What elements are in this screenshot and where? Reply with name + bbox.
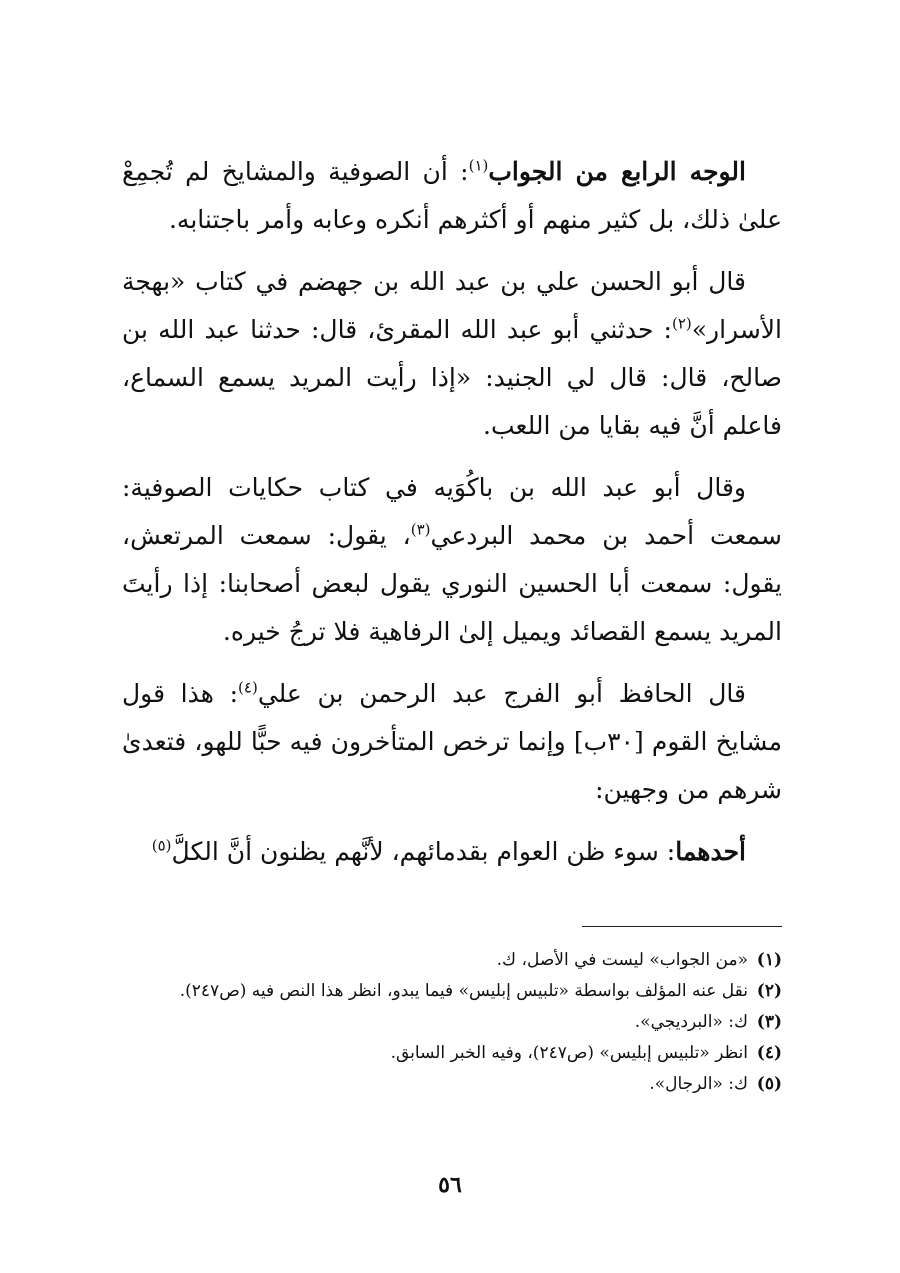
footnote-4 — [122, 1038, 782, 1069]
footnote-ref-3[interactable]: (٣) — [410, 520, 431, 539]
paragraph-3 — [122, 464, 782, 656]
footnote-text: نقل عنه المؤلف بواسطة «تلبيس إبليس» فيما يبدو، انظر هذا النص فيه (ص٢٤٧). — [179, 981, 748, 1001]
footnote-1 — [122, 945, 782, 976]
footnote-number: (١) — [756, 950, 782, 970]
paragraph-4 — [122, 670, 782, 814]
footnote-text: انظر «تلبيس إبليس» (ص٢٤٧)، وفيه الخبر السابق. — [390, 1043, 748, 1063]
paragraph-2-text-b: : حدثني أبو عبد الله المقرئ، قال: حدثنا عبد الله بن صالح، قال: قال لي الجنيد: «إذا رأيت المريد يسمع السماع، فاعلم أنَّ فيه بقايا من اللعب. — [122, 315, 782, 440]
footnote-ref-2[interactable]: (٢) — [671, 314, 692, 333]
footnote-text: ك: «البرديجي». — [634, 1012, 748, 1032]
paragraph-3-text-b: ، يقول: سمعت المرتعش، يقول: سمعت أبا الحسين النوري يقول لبعض أصحابنا: إذا رأيتَ المريد يسمع القصائد ويميل إلىٰ الرفاهية فلا ترجُ خيره. — [122, 521, 782, 646]
footnote-ref-5[interactable]: (٥) — [151, 836, 172, 855]
footnote-number: (٤) — [756, 1043, 782, 1063]
footnote-ref-1[interactable]: (١) — [468, 156, 489, 175]
footnote-divider — [582, 926, 782, 927]
footnote-number: (٣) — [756, 1012, 782, 1032]
footnote-3 — [122, 1007, 782, 1038]
footnote-number: (٥) — [756, 1074, 782, 1094]
paragraph-4-text-a: قال الحافظ أبو الفرج عبد الرحمن بن علي — [257, 679, 746, 708]
footnote-text: «من الجواب» ليست في الأصل، ك. — [496, 950, 748, 970]
footnote-number: (٢) — [756, 981, 782, 1001]
main-text — [122, 148, 782, 890]
paragraph-3-text-a: وقال أبو عبد الله بن باكُوَيه في كتاب حكايات الصوفية: سمعت أحمد بن محمد البردعي — [122, 473, 783, 550]
paragraph-2 — [122, 258, 782, 450]
paragraph-5-text: : سوء ظن العوام بقدمائهم، لأنَّهم يظنون أنَّ الكلَّ — [171, 837, 676, 866]
paragraph-5 — [122, 828, 782, 876]
section-heading: الوجه الرابع من الجواب — [488, 157, 746, 186]
paragraph-4-text-b: : هذا قول مشايخ القوم [٣٠ب] وإنما ترخص المتأخرون فيه حبًّا للهو، فتعدىٰ شرهم من وجهين: — [122, 679, 782, 804]
footnote-ref-4[interactable]: (٤) — [238, 678, 258, 697]
paragraph-1-text: : أن الصوفية والمشايخ لم تُجمِعْ علىٰ ذلك، بل كثير منهم أو أكثرهم أنكره وعابه وأمر باجتنابه. — [122, 157, 782, 234]
footnote-5 — [122, 1069, 782, 1100]
footnote-text: ك: «الرجال». — [649, 1074, 748, 1094]
paragraph-5-lead: أحدهما — [675, 837, 746, 866]
page-number: ٥٦ — [438, 1172, 462, 1198]
paragraph-1 — [122, 148, 782, 244]
footnote-2 — [122, 976, 782, 1007]
paragraph-2-text-a: قال أبو الحسن علي بن عبد الله بن جهضم في كتاب «بهجة الأسرار» — [122, 267, 782, 344]
footnotes — [122, 945, 782, 1100]
